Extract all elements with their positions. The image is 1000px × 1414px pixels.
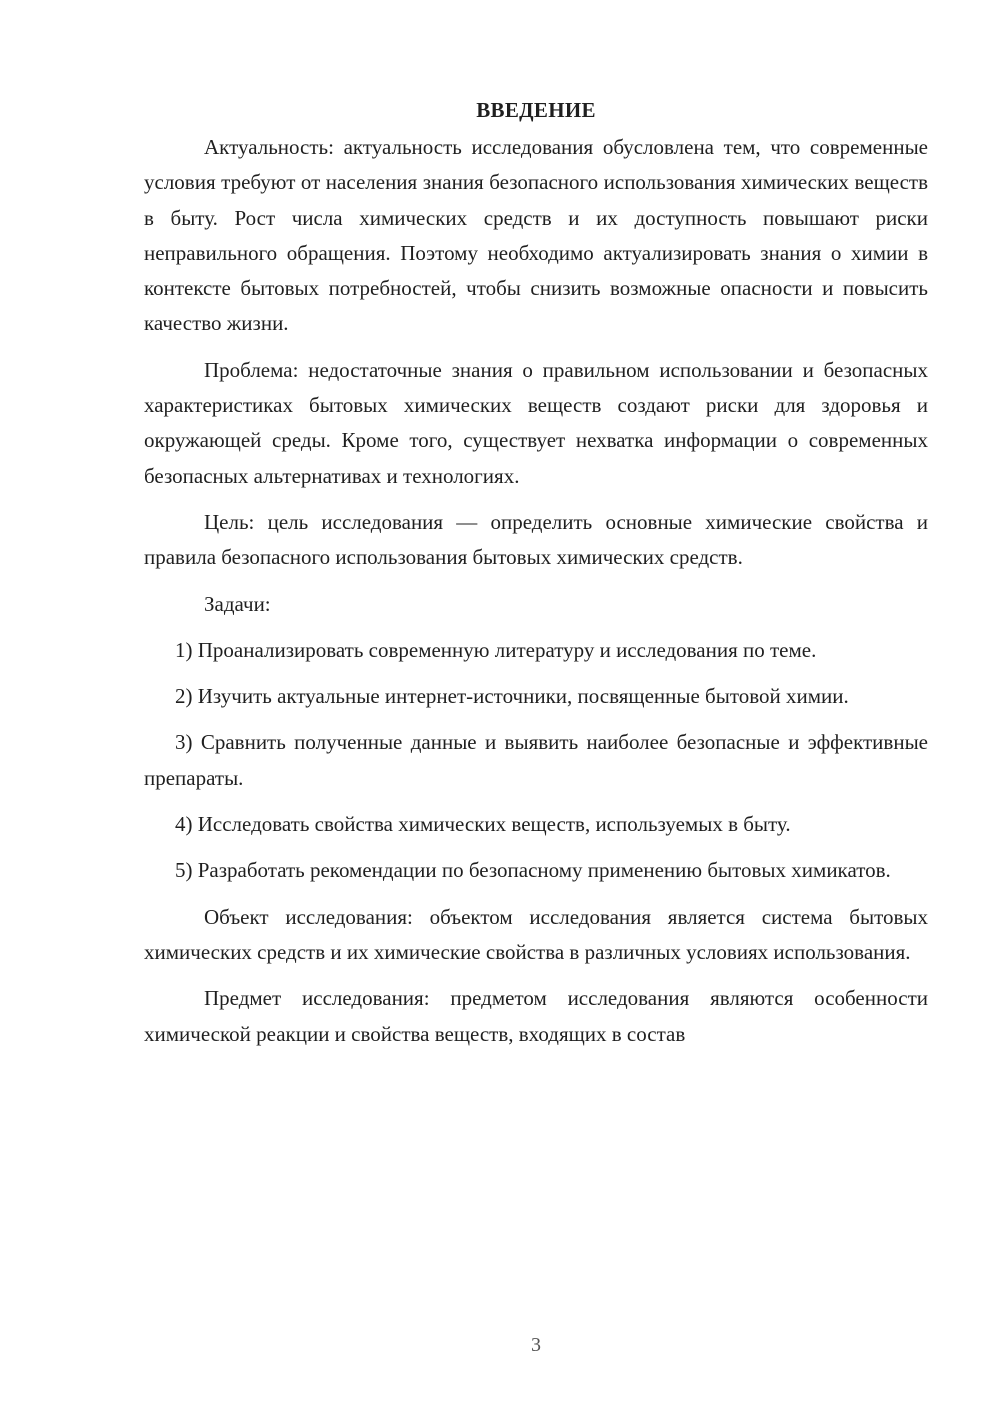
task-item: 4) Исследовать свойства химических веществ, используемых в быту. — [175, 812, 791, 837]
task-item: 3) Сравнить полученные данные и выявить наиболее безопасные и эффективные препараты. — [144, 730, 928, 790]
tasks-list — [144, 633, 928, 889]
tasks-heading: Задачи: — [204, 591, 271, 616]
section-title: ВВЕДЕНИЕ — [476, 98, 596, 122]
task-item: 2) Изучить актуальные интернет-источники, посвященные бытовой химии. — [175, 684, 849, 709]
paragraph-relevance: Актуальность: актуальность исследования обусловлена тем, что современные условия требуют от населения знания безопасного использования химических веществ в быту. Рост числа химических средств и их доступность повышают риски неправильного обращения. Поэтому необходимо актуализировать знания о химии в контексте бытовых потребностей, чтобы снизить возможные опасности и повысить качество жизни. — [144, 135, 928, 336]
page-number: 3 — [531, 1334, 541, 1356]
paragraph-problem: Проблема: недостаточные знания о правильном использовании и безопасных характеристиках бытовых химических веществ создают риски для здоровья и окружающей среды. Кроме того, существует нехватка информации о современных безопасных альтернативах и технологиях. — [144, 357, 928, 488]
paragraph-subject: Предмет исследования: предметом исследования являются особенности химической реакции и свойства веществ, входящих в состав — [144, 986, 928, 1046]
task-item: 1) Проанализировать современную литературу и исследования по теме. — [175, 637, 817, 662]
paragraph-object: Объект исследования: объектом исследования является система бытовых химических средств и их химические свойства в различных условиях использования. — [144, 904, 928, 964]
paragraph-goal: Цель: цель исследования — определить основные химические свойства и правила безопасного использования бытовых химических средств. — [144, 509, 928, 570]
page-content — [144, 90, 928, 1052]
task-item: 5) Разработать рекомендации по безопасному применению бытовых химикатов. — [175, 858, 891, 883]
